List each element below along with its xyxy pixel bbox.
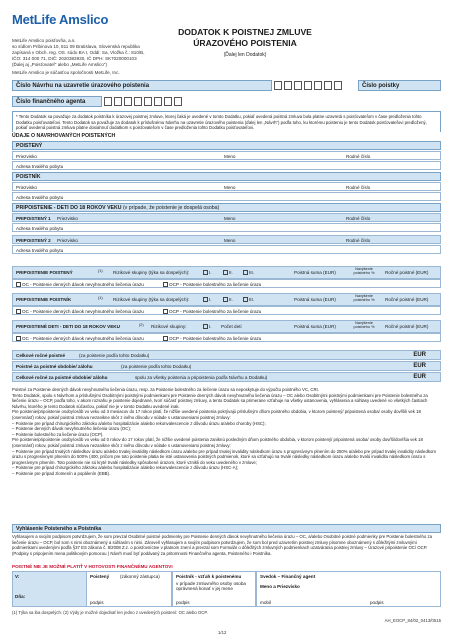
total-note: (za poistenie podľa tohto Dodatku) [121,363,192,369]
birth-label: Rodné číslo [346,215,371,221]
document-title: DODATOK K POISTNEJ ZMLUVE ÚRAZOVÉHO POISTENIA [178,27,312,48]
declaration-text: Vyhlasujem a svojím podpisom potvrdzujem, že som prevzal Osobitné poistné podmienky pre Poistenie denných dávok nevyhnutného liečenia úrazu – OC, a/alebo Osobitné poistné podmienky pre Poistenie bolestného za liečenie úrazu – OCP, bol som s nimi oboznámený a súhlasím s nimi. Zároveň vyhlasujem a svojím podpisom potvrdzujem, že som bol pred uzavretím poistnej zmluvy písomne oboznámený s dôležitými zmluvnými podmienkami uvedenými podľa §37 ES zákona č. 8/2008 Z.z. o poisťovníctve v platnom znení a prevzal som Formulár o dôležitých zmluvných podmienkach uzatvárania poistnej zmluvy – Úrazové pripoistenie OC/ OCP. (Podpisy s pripojením mena politikovým pomocou ) Návrh musí byť podávaný za pritomnosti Finančného agenta, Poisteného i Poistníka. [12,534,432,556]
signature-label: podpis [176,600,190,605]
risk-group-checkbox[interactable]: III. [243,270,254,275]
name-label: Meno [224,153,236,159]
company-line: (Ďalej aj „Poisťovateľ“ alebo „MetLife Amslico“) [12,62,107,67]
declaration-heading: Vyhlásenie Poisteného a Poistníka [12,524,441,533]
coverage-sup: (1) [98,296,103,300]
agent-name-label: Meno a Priezvisko [260,584,300,589]
insured-data-heading: ÚDAJE O NAVRHOVANÝCH POISTENÝCH [12,132,441,141]
holder-sign-note: v prípade zmluvného osoby osoba oprávnená konať v jej mene [176,581,246,592]
company-line: IČO: 314 000 71, DIČ: 2020383930, IČ DPH: SK7020000103 [12,56,137,61]
company-info [12,38,152,68]
name-label: Meno [224,237,236,243]
name-label: Meno [224,215,236,221]
child1-name-row[interactable] [12,213,441,222]
insured-signature-cell[interactable] [86,571,172,607]
child2-label: PRIPOISTENÝ 2 [16,237,51,243]
ocp-checkbox[interactable]: OCP - Poistenie bolestného za liečenie úrazu [163,336,261,341]
agent-sign-label: Svedok – Finančný agent [260,574,316,579]
company-line: zapísaná v Obch. reg. OS. súdu BA I, Oddi: Sa, Vložka č.: 810/B, [12,50,145,55]
currency-label: EUR [413,374,426,380]
child2-name-row[interactable] [12,235,441,244]
document-subtitle: (Ďalej len Dodatok) [223,52,267,58]
risk-group-checkbox[interactable]: I. [203,324,212,329]
total-note: (za poistenie podľa tohto Dodatku) [79,352,150,358]
company-line: so sídlom Pribinova 10, 811 09 Bratislava, Slovenská republika [12,44,140,49]
coverage-sup: (2) [139,323,144,327]
total-label: Celkové ročné za poistné obdobie/ zálohu [16,374,108,380]
surname-label: Priezvisko [16,184,37,190]
total-label: Celkové ročné poistné [16,352,66,358]
policyholder-address-row[interactable] [12,192,441,201]
body-paragraph: Poistné za Poistenie denných dávok nevyhnutného liečenia úrazu, resp. za Poistenie bolestného za liečenie úrazu sa neposkytuje do výpočtu poistného VC, CRI. [12,387,319,392]
birth-label: Rodné číslo [346,153,371,159]
child1-address-row[interactable] [12,223,441,232]
risk-group-checkbox[interactable]: II. [223,297,233,302]
place-date-cell[interactable] [12,571,86,607]
proposal-number-label: Číslo Návrhu na uzavretie úrazového poistenia [12,80,272,91]
risk-group-checkbox[interactable]: I. [203,297,212,302]
children-heading-label: PRIPOISTENIE - DETI DO 18 ROKOV VEKU [16,205,122,211]
child2-address-row[interactable] [12,245,441,254]
coverage-title: PRIPOISTENIE POISTENÝ [16,270,73,275]
coverage-insured-options[interactable] [12,279,441,288]
body-paragraph: – Poistenie denných dávok nevyhnutného liečenia úrazu (OC); [12,426,131,432]
birth-label: Rodné číslo [346,184,371,190]
place-label: V: [15,574,20,579]
signature-label: podpis [370,600,384,605]
annual-label: Ročné poistné (EUR) [385,324,429,329]
coverage-title: PRIPOISTENIE POISTNÍK [16,297,72,302]
intro-note: * Tento Dodatok sa považuje za dodatok poistníka k úrazovej poistnej zmluve, ktorej čaká je uvedené v tomto Dodatku, pokiaľ uvedená poistná zmluva bola platne uzavretá s poisťovateľom v čase predloženia tohto Dodatku poisťovateľovi. Tento Dodatok sa považuje za dodatok k príslušnému Návrhu na uzavretie úrazového poistenia (ďalej len „Návrh“) podľa toho, ku ktorému poisteniu je tento Dodatok poisťovateľovi predložený, pokiaľ uvedená poistná zmluva platne dosiahnuť dodatkom s poisťovateľom v čase predloženia tohto Dodatku poisťovateľovi. [12,111,441,134]
coverage-insured-row[interactable] [12,266,441,279]
address-label: Adresa trvalého pobytu [16,194,64,200]
risk-group-label: Rizikové skupiny (týka sa dospelých): [113,297,190,302]
insured-sign-note: (zákonný zástupca) [120,574,160,579]
policy-number-label: Číslo poistky [358,80,441,91]
coverage-title: PRIPOISTENÉ DETI - DETI DO 18 ROKOV VEKU [16,324,120,329]
oc-checkbox[interactable]: OC - Poistenie denných dávok nevyhnutného liečenia úrazu [16,282,144,287]
body-paragraph: Pre poistenie/pripoistenie osoby/osôb vo veku od 3 mesiacov do 17 rokov platí, že nižšie uvedené poistenia pokrývajú príslušným dňom poistného obdobia, v ktorom poistený/ pripoistená osoba/ osoby dovŕšili vek 18 (osemnásť) rokov, pokiaľ poistná zmluva nezanikne skôr z iného dôvodu v súlade s ustanoveniami poistnej zmluvy: [12,409,421,420]
name-label: Meno [224,184,236,190]
total-period-row[interactable] [12,361,441,371]
annual-label: Ročné poistné (EUR) [385,270,429,275]
oc-checkbox[interactable]: OC - Poistenie denných dávok nevyhnutného liečenia úrazu [16,309,144,314]
policyholder-heading: POISTNÍK [12,172,441,181]
body-paragraph: – Poistenie bolestného za liečenie úrazu (OCP). [12,431,104,437]
child1-label: PRIPOISTENÝ 1 [16,215,51,221]
coverage-children-row[interactable] [12,320,441,333]
holder-signature-cell[interactable] [172,571,256,607]
body-paragraph: Pre poistenie/pripoistenie osoby/osôb vo veku od 0 rokov do 17 rokov platí, že nižšie uvedené poistenia zaniknú posledným dňom poistného obdobia, v ktorom poistený/ pripoistená osoba/ osoby dovŕši/dovŕšia vek 18 (osemnásť) rokov, pokiaľ poistná zmluva nezanikne skôr z iného dôvodu v súlade s ustanoveniami poistnej zmluvy: [12,437,423,448]
address-label: Adresa trvalého pobytu [16,225,64,231]
ocp-checkbox[interactable]: OCP - Poistenie bolestného za liečenie úrazu [163,309,261,314]
address-label: Adresa trvalého pobytu [16,163,64,169]
coverage-holder-row[interactable] [12,293,441,306]
child-count-label: Počet detí [221,324,242,329]
children-heading-note: (v prípade, že poistenie je dospelá osoba) [122,205,220,211]
agent-number-field[interactable] [104,97,182,106]
risk-group-label: Rizikové skupiny: [151,324,187,329]
holder-sign-label: Poistník - vzťah k poistenému [176,574,242,579]
date-label: Dňa: [15,594,26,599]
address-label: Adresa trvalého pobytu [16,247,64,253]
insured-sign-label: Poistený [90,574,110,579]
birth-label: Rodné číslo [346,237,371,243]
oc-checkbox[interactable]: OC - Poistenie denných dávok nevyhnutného liečenia úrazu [16,336,144,341]
footnote: (1) Týka sa iba dospelých. (2) Výdy je možné dojednať len jedno z uvedených poistení: OC alebo OCP. [12,610,208,615]
total-annual-row[interactable] [12,350,441,360]
body-paragraph: – Poistenie pre prípad zlomenín a popálenín (EBB). [12,470,111,476]
risk-group-checkbox[interactable]: II. [223,270,233,275]
body-paragraph: – Poistenie pre prípad chirurgického zákroku a/alebo hospitalizácie a/alebo rekonvalescencie z dôvodu úrazu (HSC-A); [12,465,239,471]
form-code: AH_EOCP_84/02_0413/0515 [384,618,441,623]
surname-label: Priezvisko [16,153,37,159]
annual-label: Ročné poistné (EUR) [385,297,429,302]
mobile-label: mobil [260,600,271,605]
company-note: MetLife Amslico je súčasťou spoločnosti MetLife, Inc. [12,70,120,75]
agent-signature-cell[interactable] [256,571,441,607]
signature-label: podpis [90,600,104,605]
increase-label: Navýšenie poistného % [353,294,375,302]
sum-label: Poistná suma (EUR) [294,297,336,302]
body-paragraph: – Poistenie pre prípad chirurgického zákroku a/alebo hospitalizácie a/alebo rekonvalescencie z dôvodu úrazu a/alebo choroby (HSC); [12,420,266,426]
risk-group-label: Rizikové skupiny (týka sa dospelých): [113,270,190,275]
policyholder-name-row[interactable] [12,182,441,191]
page-number: 1/12 [218,630,227,635]
insured-name-row[interactable] [12,151,441,160]
total-label: Poistné za poistné obdobie/ zálohu [16,363,93,369]
metlife-logo: MetLife Amslico [12,12,109,27]
surname-label: Priezvisko [57,215,78,221]
sum-label: Poistná suma (EUR) [294,270,336,275]
surname-label: Priezvisko [57,237,78,243]
risk-group-checkbox[interactable]: III. [243,297,254,302]
total-note: spolu za všetky poistenia a pripoistenia podľa Návrhu a Dodatku) [135,374,268,380]
body-paragraph: Tento Dodatok, spolu s Návrhom a príslušnými Osobitnými poistnými podmienkami pre Poistenie denných dávok nevyhnutného liečenia úrazu – OC alebo Osobitnými poistnými podmienkami pre Poistenie bolestného za liečenie úrazu – OCP, podľa toho, v akom rozsahu je poistenie dojednané, tvorí súčasť poistnej zmluvy, a tento Dodatok sa primerane vzťahuje na všetky ustanovenia, vyhlásenia a súhlasy uvedené vo všetkých častiach Návrhu, ktorého je tento Dodatok súčasťou, pokiaľ nie je v tomto Dodatku uvedené inak. [12,392,428,409]
body-text [12,387,441,477]
insured-address-row[interactable] [12,161,441,170]
proposal-number-field[interactable] [274,81,342,90]
children-heading [12,203,441,212]
currency-label: EUR [413,363,426,369]
sum-label: Poistná suma (EUR) [294,324,336,329]
cash-warning: POISTNÉ NIE JE MOŽNÉ PLATIŤ V HOTOVOSTI FINANČNÉMU AGENTOVI [12,564,173,569]
ocp-checkbox[interactable]: OCP - Poistenie bolestného za liečenie úrazu [163,282,261,287]
insured-heading: POISTENÝ [12,141,441,150]
company-line: MetLife Amslico poisťovňa, a.s. [12,38,76,43]
body-paragraph: – Poistenie pre prípad trvalých následkov úrazu a/alebo trvalej invalidity následkom úrazu a/alebo pre prípad trvalej invalidity následkom úrazu s progresívnym plnením do 250% a/alebo pre prípad trvalej invalidity následkom úrazu s progresívnym plnením do 500% (400, pričom pre toto poistenie platia tie isté ustanovenia poistných podmienok, ktoré sa vzťahujú na trvalé následky následkom úrazu a/alebo trvalú invaliditu následkom úrazu s progresívnym plnením. Toto poistenie nie sú kryté trvalé následky spôsobené úrazom, ktoré vznikli do veku uvedeného v zmluve; [12,448,436,465]
total-all-row[interactable] [12,372,441,382]
coverage-sup: (1) [98,269,103,273]
increase-label: Navýšenie poistného % [353,321,375,329]
currency-label: EUR [413,352,426,358]
coverage-children-options[interactable] [12,333,441,342]
agent-number-label: Číslo finančného agenta [12,96,102,107]
increase-label: Navýšenie poistného % [353,267,375,275]
risk-group-checkbox[interactable]: I. [203,270,212,275]
coverage-holder-options[interactable] [12,306,441,315]
